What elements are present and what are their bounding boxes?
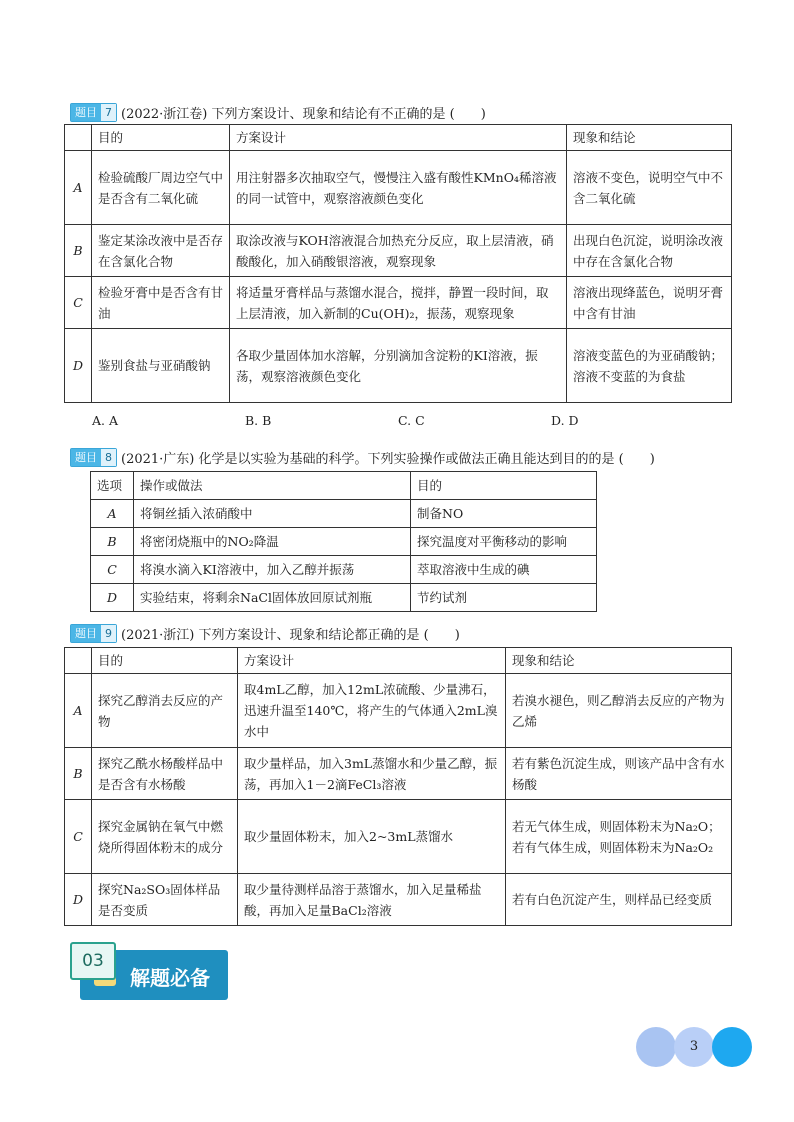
table-row (91, 528, 597, 556)
purpose-cell: 鉴定某涂改液中是否存在含氯化合物 (92, 225, 230, 277)
choice-a[interactable]: A. A (92, 413, 119, 428)
circle-decoration-icon (712, 1027, 752, 1067)
purpose-cell: 鉴别食盐与亚硝酸钠 (92, 329, 230, 403)
table-row (65, 277, 732, 329)
result-cell: 溶液变蓝色的为亚硝酸钠；溶液不变蓝的为食盐 (567, 329, 732, 403)
design-cell: 取涂改液与KOH溶液混合加热充分反应，取上层清液，硝酸酸化，加入硝酸银溶液，观察现象 (230, 225, 567, 277)
question-tag (70, 103, 117, 122)
row-label: C (65, 800, 92, 874)
choice-c[interactable]: C. C (398, 413, 425, 428)
row-label: D (65, 874, 92, 926)
table-header-row (91, 472, 597, 500)
purpose-cell: 探究乙醇消去反应的产物 (92, 674, 238, 748)
table-row (91, 500, 597, 528)
choice-d[interactable]: D. D (551, 413, 579, 428)
tag-label: 题目 (71, 625, 101, 642)
result-cell: 若有紫色沉淀生成，则该产品中含有水杨酸 (506, 748, 732, 800)
design-cell: 用注射器多次抽取空气，慢慢注入盛有酸性KMnO₄稀溶液的同一试管中，观察溶液颜色变化 (230, 151, 567, 225)
header-cell: 目的 (92, 125, 230, 151)
page-number-badge (636, 1027, 752, 1067)
q8-table (90, 471, 597, 612)
row-label: C (65, 277, 92, 329)
header-cell: 选项 (91, 472, 134, 500)
header-cell: 操作或做法 (134, 472, 411, 500)
row-label: A (91, 500, 134, 528)
section-banner (80, 950, 228, 1000)
header-cell: 现象和结论 (567, 125, 732, 151)
design-cell: 取少量固体粉末，加入2~3mL蒸馏水 (238, 800, 506, 874)
design-cell: 取少量待测样品溶于蒸馏水，加入足量稀盐酸，再加入足量BaCl₂溶液 (238, 874, 506, 926)
table-row (65, 329, 732, 403)
q7-choices (92, 413, 704, 428)
question-stem: (2021·浙江) 下列方案设计、现象和结论都正确的是 ( ) (121, 628, 460, 643)
design-cell: 取少量样品，加入3mL蒸馏水和少量乙醇，振荡，再加入1－2滴FeCl₃溶液 (238, 748, 506, 800)
purpose-cell: 探究Na₂SO₃固体样品是否变质 (92, 874, 238, 926)
goal-cell: 制备NO (411, 500, 597, 528)
table-header-row (65, 125, 732, 151)
choice-b[interactable]: B. B (245, 413, 272, 428)
result-cell: 溶液不变色，说明空气中不含二氧化硫 (567, 151, 732, 225)
purpose-cell: 检验牙膏中是否含有甘油 (92, 277, 230, 329)
page-number: 3 (689, 1039, 699, 1054)
result-cell: 若有白色沉淀产生，则样品已经变质 (506, 874, 732, 926)
header-cell: 目的 (92, 648, 238, 674)
row-label: D (65, 329, 92, 403)
table-row (65, 151, 732, 225)
question-tag (70, 624, 117, 643)
table-row (65, 748, 732, 800)
table-row (91, 556, 597, 584)
tag-number: 8 (101, 449, 116, 466)
row-label: B (65, 748, 92, 800)
header-cell: 方案设计 (238, 648, 506, 674)
question-8-heading (70, 448, 655, 467)
design-cell: 将适量牙膏样品与蒸馏水混合，搅拌，静置一段时间，取上层清液，加入新制的Cu(OH)₂，振荡，观察现象 (230, 277, 567, 329)
row-label: B (65, 225, 92, 277)
operation-cell: 将密闭烧瓶中的NO₂降温 (134, 528, 411, 556)
section-number: 03 (70, 942, 116, 980)
question-9-heading (70, 624, 460, 643)
tag-label: 题目 (71, 449, 101, 466)
result-cell: 出现白色沉淀，说明涂改液中存在含氯化合物 (567, 225, 732, 277)
question-7-heading (70, 103, 486, 122)
table-row (65, 874, 732, 926)
header-cell: 目的 (411, 472, 597, 500)
tag-number: 9 (101, 625, 116, 642)
table-row (65, 800, 732, 874)
operation-cell: 实验结束，将剩余NaCl固体放回原试剂瓶 (134, 584, 411, 612)
row-label: D (91, 584, 134, 612)
goal-cell: 节约试剂 (411, 584, 597, 612)
purpose-cell: 探究金属钠在氧气中燃烧所得固体粉末的成分 (92, 800, 238, 874)
tag-number: 7 (101, 104, 116, 121)
result-cell: 溶液出现绛蓝色，说明牙膏中含有甘油 (567, 277, 732, 329)
table-row (91, 584, 597, 612)
header-cell: 方案设计 (230, 125, 567, 151)
purpose-cell: 探究乙酰水杨酸样品中是否含有水杨酸 (92, 748, 238, 800)
q9-table (64, 647, 732, 926)
design-cell: 取4mL乙醇，加入12mL浓硫酸、少量沸石，迅速升温至140℃，将产生的气体通入2mL溴水中 (238, 674, 506, 748)
tag-label: 题目 (71, 104, 101, 121)
row-label: C (91, 556, 134, 584)
question-stem: (2022·浙江卷) 下列方案设计、现象和结论有不正确的是 ( ) (121, 107, 486, 122)
result-cell: 若无气体生成，则固体粉末为Na₂O；若有气体生成，则固体粉末为Na₂O₂ (506, 800, 732, 874)
question-stem: (2021·广东) 化学是以实验为基础的科学。下列实验操作或做法正确且能达到目的的是 ( ) (121, 452, 655, 467)
question-tag (70, 448, 117, 467)
table-row (65, 674, 732, 748)
goal-cell: 探究温度对平衡移动的影响 (411, 528, 597, 556)
row-label: A (65, 151, 92, 225)
purpose-cell: 检验硫酸厂周边空气中是否含有二氧化硫 (92, 151, 230, 225)
result-cell: 若溴水褪色，则乙醇消去反应的产物为乙烯 (506, 674, 732, 748)
goal-cell: 萃取溶液中生成的碘 (411, 556, 597, 584)
table-row (65, 225, 732, 277)
row-label: A (65, 674, 92, 748)
q7-table (64, 124, 732, 403)
section-title: 解题必备 (130, 966, 210, 990)
design-cell: 各取少量固体加水溶解，分别滴加含淀粉的KI溶液，振荡，观察溶液颜色变化 (230, 329, 567, 403)
operation-cell: 将溴水滴入KI溶液中，加入乙醇并振荡 (134, 556, 411, 584)
row-label: B (91, 528, 134, 556)
operation-cell: 将铜丝插入浓硝酸中 (134, 500, 411, 528)
circle-decoration-icon (636, 1027, 676, 1067)
table-header-row (65, 648, 732, 674)
header-cell: 现象和结论 (506, 648, 732, 674)
